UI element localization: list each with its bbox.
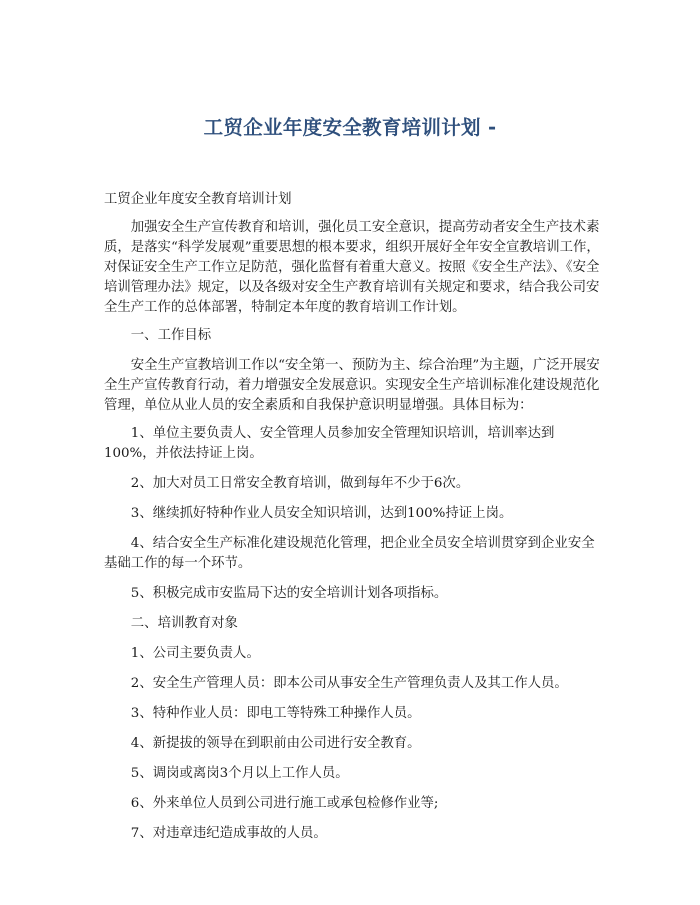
target-item: 6、外来单位人员到公司进行施工或承包检修作业等; [130, 796, 439, 811]
target-item: 3、特种作业人员：即电工等特殊工种操作人员。 [130, 706, 421, 721]
target-item: 5、调岗或离岗3个月以上工作人员。 [130, 766, 349, 781]
target-item: 7、对违章违纪造成事故的人员。 [130, 826, 327, 841]
target-item: 2、安全生产管理人员：即本公司从事安全生产管理负责人及其工作人员。 [130, 676, 568, 691]
goal-item: 4、结合安全生产标准化建设规范化管理，把企业全员安全培训贯穿到企业安全基础工作的每一个环节。 [104, 536, 595, 571]
goal-item: 5、积极完成市安监局下达的安全培训计划各项指标。 [130, 586, 448, 601]
section-heading-targets: 二、培训教育对象 [130, 616, 238, 631]
target-item: 1、公司主要负责人。 [130, 646, 260, 661]
section-heading-goals: 一、工作目标 [130, 328, 212, 343]
goal-item: 1、单位主要负责人、安全管理人员参加安全管理知识培训，培训率达到100%，并依法持证上岗。 [104, 426, 555, 461]
goal-item: 2、加大对员工日常安全教育培训，做到每年不少于6次。 [130, 476, 470, 491]
document-title: 工贸企业年度安全教育培训计划 - [203, 116, 497, 139]
document-subtitle: 工贸企业年度安全教育培训计划 [104, 192, 292, 207]
target-item: 4、新提拔的领导在到职前由公司进行安全教育。 [130, 736, 421, 751]
goals-intro-paragraph: 安全生产宣教培训工作以“安全第一、预防为主、综合治理”为主题，广泛开展安全生产宣传教育行动，着力增强安全发展意识。实现安全生产培训标准化建设规范化管理，单位从业人员的安全素质和自我保护意识明显增强。具体目标为： [104, 358, 600, 413]
goal-item: 3、继续抓好特种作业人员安全知识培训，达到100%持证上岗。 [130, 506, 513, 521]
document-body [104, 190, 604, 854]
intro-paragraph: 加强安全生产宣传教育和培训，强化员工安全意识，提高劳动者安全生产技术素质，是落实“科学发展观”重要思想的根本要求，组织开展好全年安全宣教培训工作，对保证安全生产工作立足防范，强化监督有着重大意义。按照《安全生产法》、《安全培训管理办法》规定，以及各级对安全生产教育培训有关规定和要求，结合我公司安全生产工作的总体部署，特制定本年度的教育培训工作计划。 [104, 220, 600, 315]
